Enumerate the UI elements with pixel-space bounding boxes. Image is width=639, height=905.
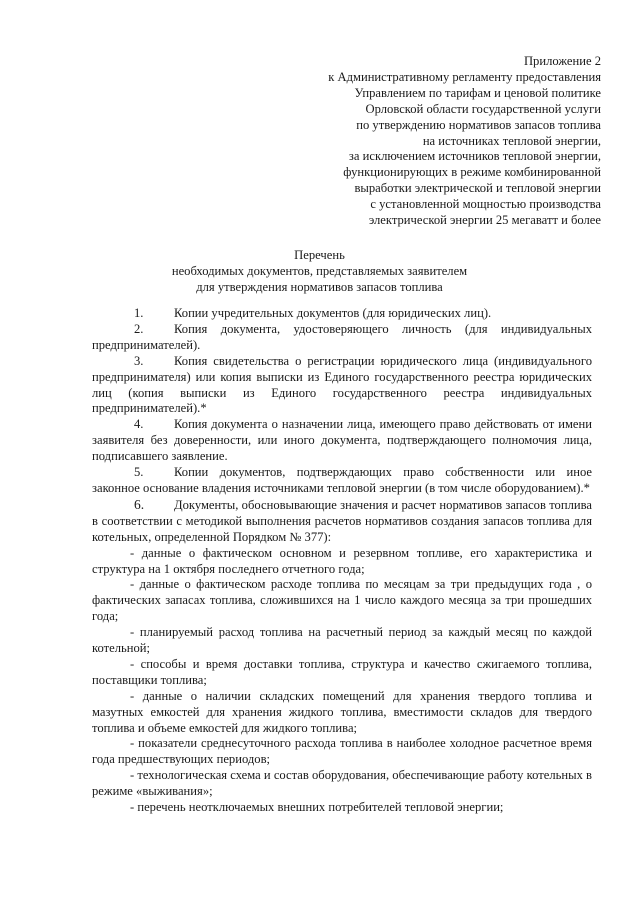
appendix-line: к Административному регламенту предоставления bbox=[328, 69, 601, 84]
document-title bbox=[0, 248, 639, 296]
appendix-line: Приложение 2 bbox=[523, 54, 601, 68]
appendix-line: электрической энергии 25 мегаватт и более bbox=[368, 213, 601, 228]
sub-item: - показатели среднесуточного расхода топлива в наиболее холодное расчетное время года предшествующих периодов; bbox=[92, 736, 592, 767]
sub-item: - способы и время доставки топлива, структура и качество сжигаемого топлива, поставщики топлива; bbox=[92, 656, 592, 687]
appendix-line: Управлением по тарифам и ценовой политике bbox=[354, 85, 601, 100]
appendix-line: по утверждению нормативов запасов топлива bbox=[356, 117, 601, 132]
appendix-line: с установленной мощностью производства bbox=[370, 197, 601, 212]
appendix-line: Орловской области государственной услуги bbox=[365, 101, 601, 116]
list-item-5 bbox=[92, 465, 592, 497]
list-item-6 bbox=[92, 497, 592, 546]
sub-item: - данные о фактическом основном и резервном топливе, его характеристика и структура на 1 октября последнего отчетного года; bbox=[92, 545, 592, 576]
appendix-line: выработки электрической и тепловой энергии bbox=[354, 181, 601, 196]
list-item-4 bbox=[92, 417, 592, 465]
appendix-header bbox=[271, 54, 601, 229]
title-line: необходимых документов, представляемых заявителем bbox=[171, 263, 468, 278]
item-text: Копии учредительных документов (для юридических лиц). bbox=[174, 306, 492, 320]
sub-item: - данные о фактическом расходе топлива по месяцам за три предыдущих года , о фактических запасах топлива, сложившихся на 1 число каждого месяца за три прошедших года; bbox=[92, 577, 592, 624]
item-text: Копии документов, подтверждающих право собственности или иное законное основание владения источниками тепловой энергии (в том числе оборудованием).* bbox=[92, 465, 592, 495]
item-number: 6. bbox=[134, 496, 145, 512]
item-number: 5. bbox=[134, 465, 144, 480]
list-item-1 bbox=[92, 306, 592, 322]
title-line: Перечень bbox=[294, 248, 345, 262]
sub-item: - планируемый расход топлива на расчетный период за каждый месяц по каждой котельной; bbox=[92, 625, 592, 656]
document-list bbox=[92, 306, 592, 816]
sub-item: - перечень неотключаемых внешних потребителей тепловой энергии; bbox=[130, 800, 504, 815]
item-text: Копия документа, удостоверяющего личность (для индивидуальных предпринимателей). bbox=[92, 321, 592, 352]
sub-item: - технологическая схема и состав оборудования, обеспечивающие работу котельных в режиме «выживания»; bbox=[92, 768, 592, 799]
appendix-line: на источниках тепловой энергии, bbox=[422, 133, 601, 148]
item-text: Копия документа о назначении лица, имеющего право действовать от имени заявителя без доверенности, или иного документа, подтверждающего полномочия лица, подписавшего заявление. bbox=[92, 417, 592, 464]
title-line: для утверждения нормативов запасов топлива bbox=[196, 279, 443, 294]
list-item-3 bbox=[92, 354, 592, 418]
appendix-line: функционирующих в режиме комбинированной bbox=[343, 165, 601, 180]
item-number: 4. bbox=[134, 417, 144, 432]
item-text: Копия свидетельства о регистрации юридического лица (индивидуального предпринимателя) или копия выписки из Единого государственного реестра юридических лиц (копия выписки из Единого государственного реестра индивидуальных предпринимателей).* bbox=[92, 353, 592, 416]
sub-item: - данные о наличии складских помещений для хранения твердого топлива и мазутных емкостей для хранения жидкого топлива, вместимости складов для твердого топлива и объеме емкостей для жидкого топлива; bbox=[92, 688, 592, 735]
item-number: 3. bbox=[134, 353, 144, 368]
item-number: 1. bbox=[134, 306, 144, 320]
appendix-line: за исключением источников тепловой энергии, bbox=[348, 149, 601, 164]
item-text: Документы, обосновывающие значения и расчет нормативов запасов топлива в соответствии с методикой выполнения расчетов нормативов создания запасов топлива для котельных, определенной Порядком № 377): bbox=[92, 497, 592, 544]
list-item-2 bbox=[92, 322, 592, 354]
item-number: 2. bbox=[134, 321, 144, 336]
